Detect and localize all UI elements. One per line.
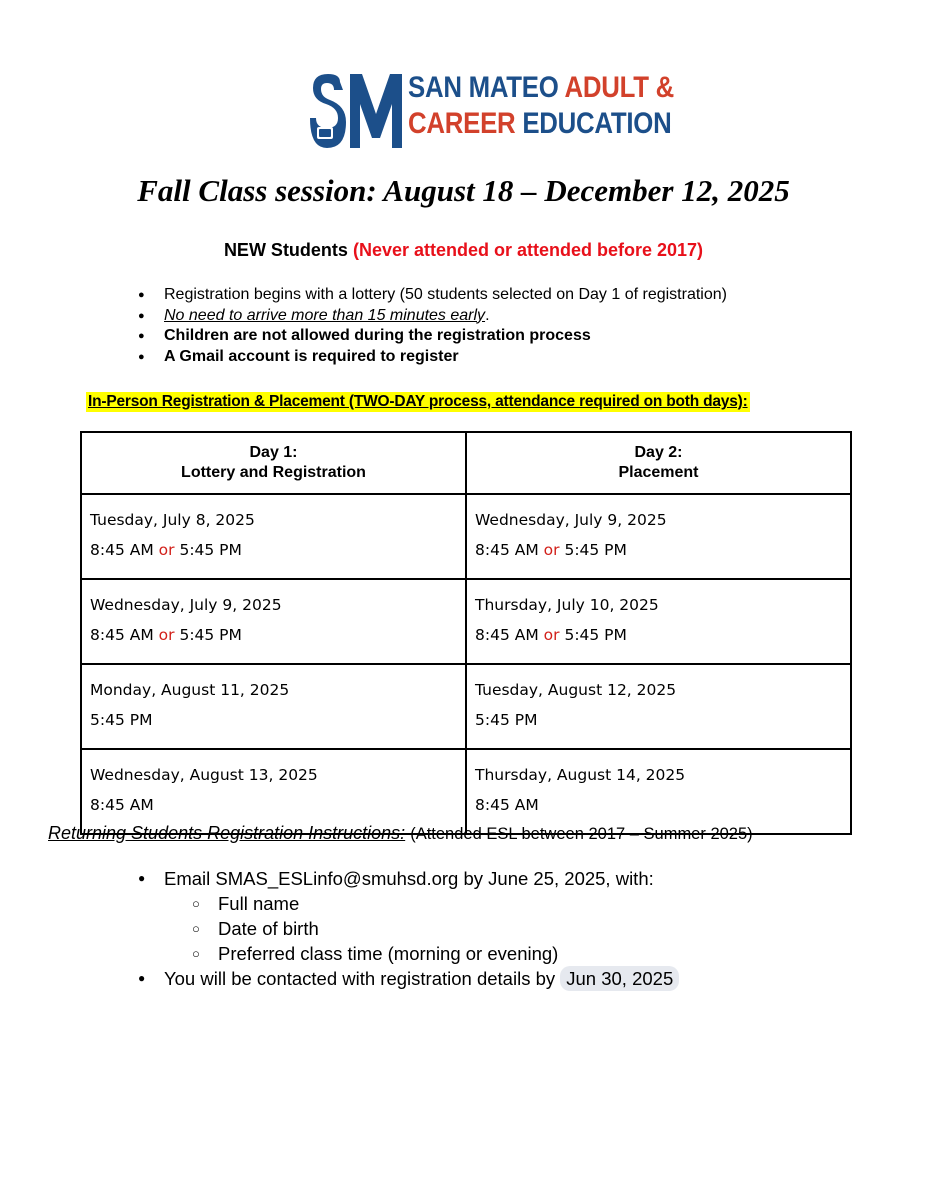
list-item-contact: ● You will be contacted with registration details by Jun 30, 2025 bbox=[138, 966, 679, 991]
table-row bbox=[81, 664, 851, 749]
bullet-gmail: ● A Gmail account is required to register bbox=[138, 347, 727, 368]
bullet-lottery: ● Registration begins with a lottery (50 students selected on Day 1 of registration) bbox=[138, 285, 727, 306]
logo-text-adult: ADULT & bbox=[564, 71, 675, 104]
table-row bbox=[81, 494, 851, 579]
date-chip[interactable]: Jun 30, 2025 bbox=[560, 966, 679, 991]
day2-cell: Thursday, August 14, 2025 8:45 AM bbox=[466, 749, 851, 834]
email-requirements-list bbox=[164, 891, 679, 966]
school-logo bbox=[310, 70, 675, 152]
new-students-heading bbox=[0, 240, 927, 261]
day1-cell: Tuesday, July 8, 2025 8:45 AM or 5:45 PM bbox=[81, 494, 466, 579]
day2-cell: Tuesday, August 12, 2025 5:45 PM bbox=[466, 664, 851, 749]
day1-cell: Wednesday, July 9, 2025 8:45 AM or 5:45 PM bbox=[81, 579, 466, 664]
table-header-row bbox=[81, 432, 851, 494]
table-row bbox=[81, 749, 851, 834]
table-row bbox=[81, 579, 851, 664]
logo-text-education: EDUCATION bbox=[522, 107, 672, 140]
bullet-children: ● Children are not allowed during the registration process bbox=[138, 326, 727, 347]
header-day1: Day 1: Lottery and Registration bbox=[81, 432, 466, 494]
page-title: Fall Class session: August 18 – December 12, 2025 bbox=[137, 173, 790, 208]
logo-text-san-mateo: SAN MATEO bbox=[408, 71, 559, 104]
new-students-label: NEW Students bbox=[223, 240, 348, 260]
returning-note: (Attended ESL between 2017 – Summer 2025) bbox=[410, 825, 753, 843]
registration-schedule-table bbox=[80, 431, 852, 835]
new-students-bullets bbox=[138, 285, 727, 367]
logo-wordmark bbox=[408, 70, 674, 142]
returning-students-list bbox=[138, 866, 679, 991]
new-students-note: (Never attended or attended before 2017) bbox=[352, 240, 704, 260]
list-item-email: ● Email SMAS_ESLinfo@smuhsd.org by June 25, 2025, with: ○ Full name ○ Date of birth ○ Preferred class time (morning or evening) bbox=[138, 866, 679, 966]
sm-monogram-icon bbox=[310, 70, 406, 152]
day1-cell: Monday, August 11, 2025 5:45 PM bbox=[81, 664, 466, 749]
list-item: ○ Preferred class time (morning or evening) bbox=[164, 941, 679, 966]
list-item: ○ Date of birth bbox=[164, 916, 679, 941]
list-item: ○ Full name bbox=[164, 891, 679, 916]
day1-cell: Wednesday, August 13, 2025 8:45 AM bbox=[81, 749, 466, 834]
returning-heading-text: Returning Students Registration Instructions: bbox=[48, 823, 406, 843]
logo-text-career: CAREER bbox=[408, 107, 516, 140]
in-person-heading: In-Person Registration & Placement (TWO-DAY process, attendance required on both days): bbox=[88, 393, 748, 410]
bullet-arrival: ● No need to arrive more than 15 minutes early. bbox=[138, 306, 727, 327]
day2-cell: Thursday, July 10, 2025 8:45 AM or 5:45 PM bbox=[466, 579, 851, 664]
returning-students-heading bbox=[48, 823, 753, 844]
day2-cell: Wednesday, July 9, 2025 8:45 AM or 5:45 PM bbox=[466, 494, 851, 579]
header-day2: Day 2: Placement bbox=[466, 432, 851, 494]
